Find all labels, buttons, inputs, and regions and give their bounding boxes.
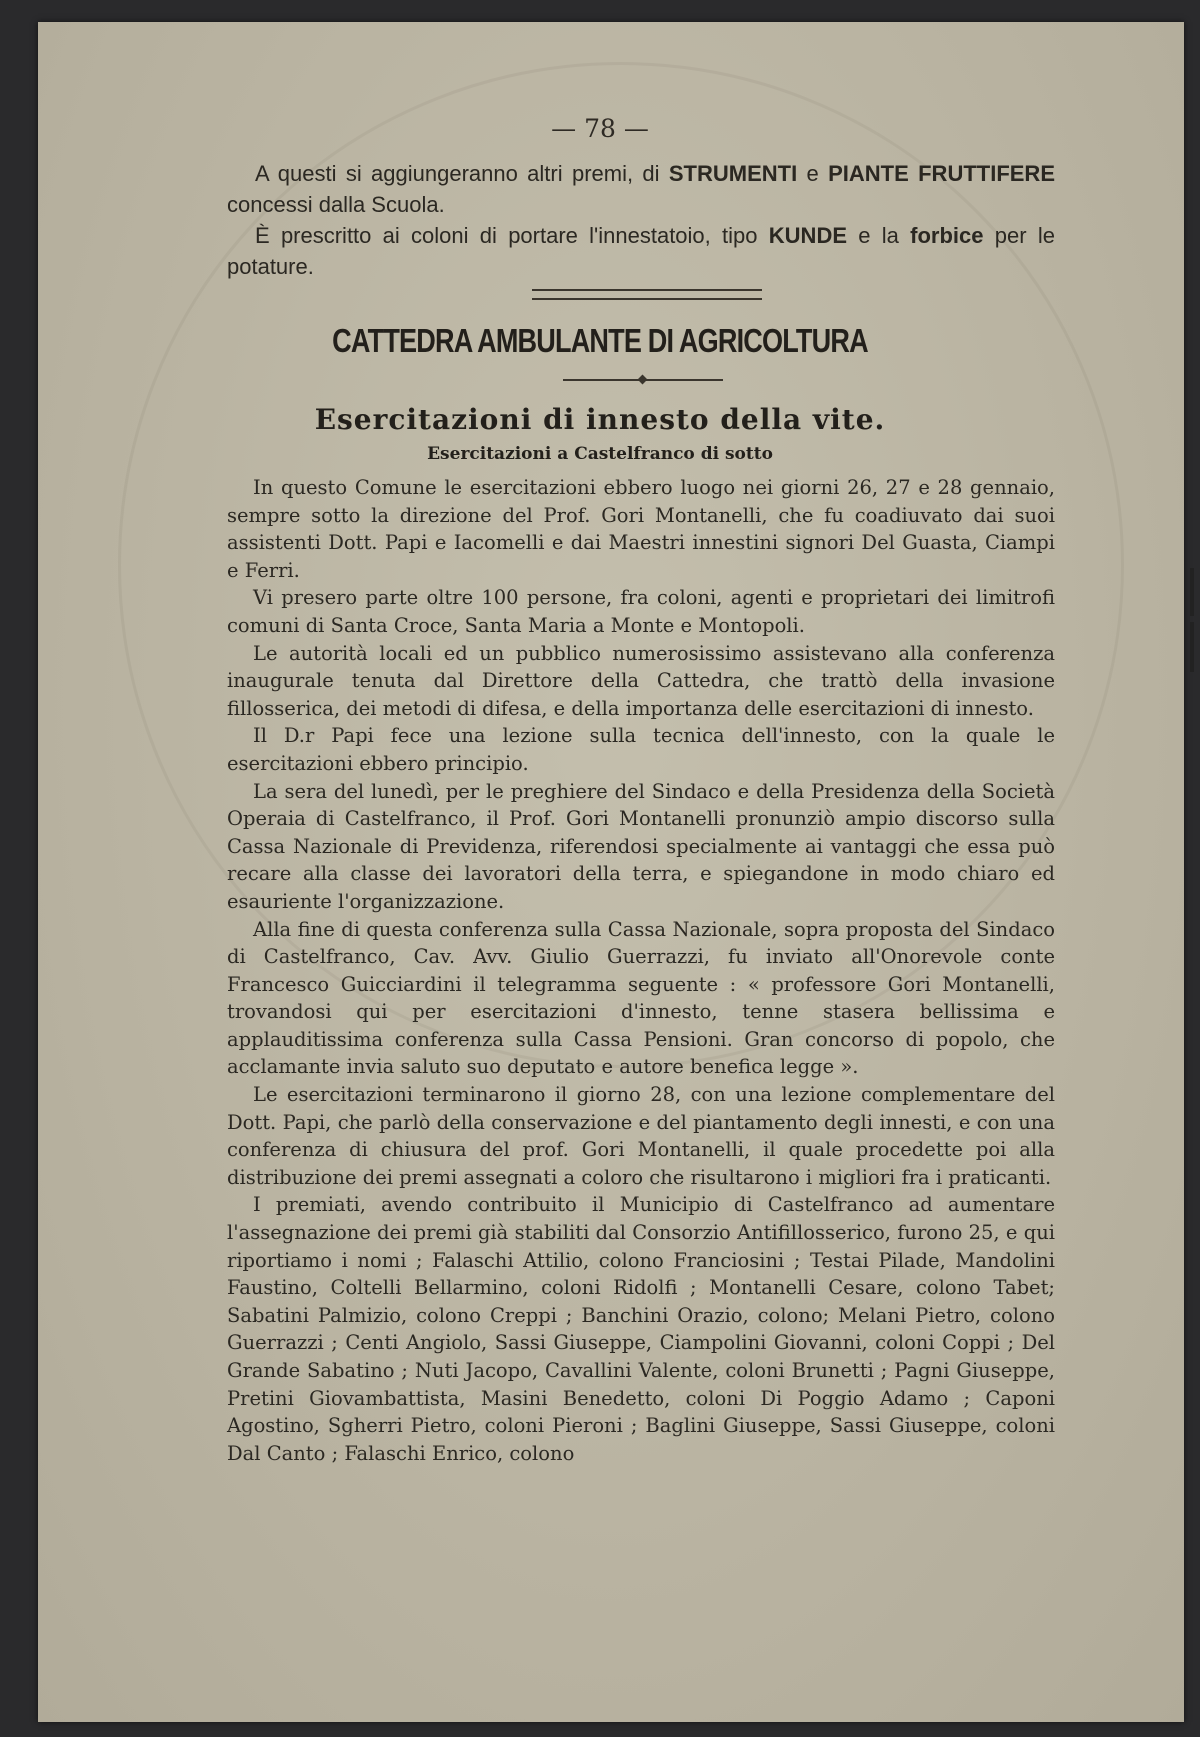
intro-paragraph-1	[227, 158, 1055, 220]
paragraph: Vi presero parte oltre 100 persone, fra coloni, agenti e proprietari dei limitrofi comuni di Santa Croce, Santa Maria a Monte e Montopoli.	[227, 586, 1055, 637]
intro-bold-strumenti: STRUMENTI	[668, 161, 798, 186]
intro-bold-piante: PIANTE FRUTTIFERE	[828, 161, 1055, 186]
intro-text: e la	[847, 223, 911, 248]
edge-mark	[1190, 622, 1194, 672]
intro-text: concessi dalla Scuola.	[227, 192, 445, 217]
paragraph: Le esercitazioni terminarono il giorno 28, con una lezione complementare del Dott. Papi, che parlò della conservazione e del piantamento degli innesti, e con una conferenza di chiusura del prof. Gori Montanelli, il quale procedette poi alla distribuzione dei premi assegnati a coloro che risultarono i migliori fra i praticanti.	[227, 1083, 1055, 1189]
double-rule-divider	[532, 289, 762, 300]
section-title: CATTEDRA AMBULANTE DI AGRICOLTURA	[332, 322, 868, 359]
paragraph: Il D.r Papi fece una lezione sulla tecnica dell'innesto, con la quale le esercitazioni ebbero principio.	[227, 724, 1055, 775]
page-number: — 78 —	[551, 114, 649, 143]
intro-bold-kunde: KUNDE	[768, 223, 848, 248]
paragraph: I premiati, avendo contribuito il Municipio di Castelfranco ad aumentare l'assegnazione dei premi già stabiliti dal Consorzio Antifillosserico, furono 25, e qui riportiamo i nomi ; Falaschi Attilio, colono Franciosini ; Testai Pilade, Mandolini Faustino, Coltelli Bellarmino, coloni Ridolfi ; Montanelli Cesare, colono Tabet; Sabatini Palmizio, colono Creppi ; Banchini Orazio, colono; Melani Pietro, colono Guerrazzi ; Centi Angiolo, Sassi Giuseppe, Ciampolini Giovanni, coloni Coppi ; Del Grande Sabatino ; Nuti Jacopo, Cavallini Valente, coloni Brunetti ; Pagni Giuseppe, Pretini Giovambattista, Masini Benedetto, coloni Di Poggio Adamo ; Caponi Agostino, Sgherri Pietro, coloni Pieroni ; Baglini Giuseppe, Sassi Giuseppe, coloni Dal Canto ; Falaschi Enrico, colono	[227, 1193, 1055, 1465]
intro-text: A questi si aggiungeranno altri premi, di	[255, 161, 669, 186]
paragraph: Alla fine di questa conferenza sulla Cassa Nazionale, sopra proposta del Sindaco di Castelfranco, Cav. Avv. Giulio Guerrazzi, fu inviato all'Onorevole conte Francesco Guicciardini il telegramma seguente : « professore Gori Montanelli, trovandosi qui per esercitazioni d'innesto, tenne stasera bellissima e applauditissima conferenza sulla Cassa Pensioni. Gran concorso di popolo, che acclamante invia saluto suo deputato e autore benefica legge ».	[227, 917, 1055, 1079]
article-subtitle: Esercitazioni a Castelfranco di sotto	[427, 444, 773, 464]
ornament-divider	[563, 379, 723, 381]
intro-paragraph-2	[227, 220, 1055, 282]
paragraph: Le autorità locali ed un pubblico numerosissimo assistevano alla conferenza inaugurale tenuta dal Direttore della Cattedra, che trattò della invasione fillosserica, dei metodi di difesa, e della importanza delle esercitazioni di innesto.	[227, 641, 1055, 720]
intro-text: e	[797, 161, 829, 186]
article-body	[227, 474, 1055, 1467]
paragraph: In questo Comune le esercitazioni ebbero luogo nei giorni 26, 27 e 28 gennaio, sempre sotto la direzione del Prof. Gori Montanelli, che fu coadiuvato dai suoi assistenti Dott. Papi e Iacomelli e dai Maestri innestini signori Del Guasta, Ciampi e Ferri.	[227, 476, 1055, 582]
intro-text: per le potature.	[227, 223, 1055, 279]
article-title: Esercitazioni di innesto della vite.	[314, 403, 886, 436]
paragraph: La sera del lunedì, per le preghiere del Sindaco e della Presidenza della Società Operaia di Castelfranco, il Prof. Gori Montanelli pronunziò ampio discorso sulla Cassa Nazionale di Previdenza, riferendosi specialmente ai vantaggi che essa può recare alla classe dei lavoratori della terra, e spiegandone in modo chiaro ed esauriente l'organizzazione.	[227, 779, 1055, 913]
intro-text: È prescritto ai coloni di portare l'innestatoio, tipo	[255, 223, 769, 248]
edge-mark	[1190, 568, 1194, 616]
intro-bold-forbice: forbice	[910, 223, 984, 248]
